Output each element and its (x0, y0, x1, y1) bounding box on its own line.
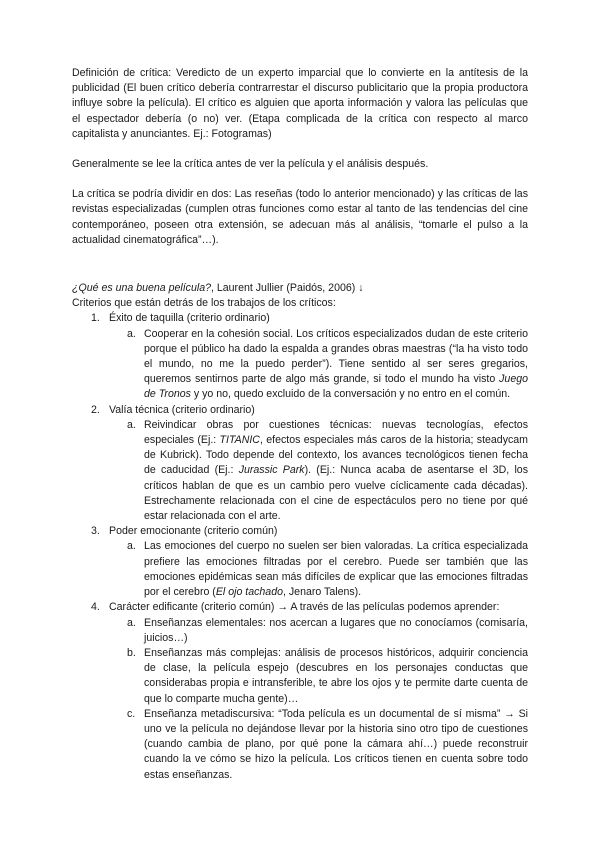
text-run: , Jenaro Talens). (283, 586, 362, 599)
sub-item-letter: a. (127, 616, 136, 629)
text-run: Reivindicar obras por cuestiones técnicas: nuevas tecnologías, efectos especiales (Ej.: (144, 418, 528, 447)
sub-list (109, 327, 528, 403)
criteria-list (72, 311, 528, 782)
criterion-number: 2. (91, 403, 100, 416)
sub-item-text: Enseñanza metadiscursiva: “Toda película es un documental de sí misma” → Si uno ve la película no dejándose llevar por la historia sino otro tipo de cuestiones (cuando cambia de plano, por qué pone la cámara ahí…) puede reconstruir cuando la ve cómo se hizo la película. Los críticos tienen en cuenta sobre todo estas enseñanzas. (144, 707, 528, 781)
sub-item (127, 327, 528, 403)
book-title: ¿Qué es una buena película? (72, 282, 211, 295)
criterion-title: Carácter edificante (criterio común) → A través de las películas podemos aprender: (109, 601, 500, 614)
sub-item-letter: b. (127, 646, 136, 659)
sub-item (127, 616, 528, 646)
sub-item-letter: a. (127, 540, 136, 553)
sub-list (109, 616, 528, 783)
criterion-title: Poder emocionante (criterio común) (109, 525, 278, 538)
criterion-number: 4. (91, 601, 100, 614)
sub-item-text (144, 418, 528, 524)
text-run: , efectos especiales más caros de la historia; steadycam de Kubrick). Todo depende del contexto, los avances tecnológicos tienen fecha de caducidad (Ej.: (144, 434, 528, 477)
sub-item-text: Enseñanzas más complejas: análisis de procesos históricos, adquirir conciencia de clase, la película espejo (descubres en los personajes conductas que considerabas propia e intransferible, te abre los ojos y te permite darte cuenta de que lo comparte mucha gente)… (144, 646, 528, 705)
criterion-title: Éxito de taquilla (criterio ordinario) (109, 312, 270, 325)
criteria-intro: Criterios que están detrás de los trabajos de los críticos: (72, 297, 336, 310)
criterion-title: Valía técnica (criterio ordinario) (109, 403, 255, 416)
sub-list (109, 418, 528, 524)
text-run: Cooperar en la cohesión social. Los críticos especializados dudan de este criterio porque el público ha dado la espalda a grandes obras maestras (“la ha visto todo el mundo, no me la puedo perder”). Tiene sentido al ser seres gregarios, queremos sentirnos parte de algo más grande, si todo el mundo ha visto (144, 327, 528, 386)
sub-item-letter: c. (127, 707, 136, 720)
sub-item-text (144, 539, 528, 600)
criterion-item (91, 524, 528, 600)
sub-item (127, 707, 528, 783)
book-reference (72, 281, 528, 296)
book-reference-details: , Laurent Jullier (Paidós, 2006) ↓ (211, 282, 364, 295)
sub-item-letter: a. (127, 327, 136, 340)
criterion-item (91, 403, 528, 525)
criterion-item (91, 600, 528, 782)
reading-order-paragraph: Generalmente se lee la crítica antes de ver la película y el análisis después. (72, 158, 429, 171)
criterion-number: 1. (91, 312, 100, 325)
italic-title: Jurassic Park (238, 464, 305, 477)
text-run: ). (Ej.: Nunca acaba de asentarse el 3D, los críticos hablan de que es un cambio pero vuelve cíclicamente cada décadas). Estrechamente relacionada con el cine de espectáculos pero no tiene por qué estar relacionada con el arte. (144, 464, 528, 523)
italic-title: El ojo tachado (215, 586, 283, 599)
sub-list (109, 539, 528, 600)
sub-item (127, 646, 528, 707)
italic-title: TITANIC (219, 434, 260, 447)
sub-item (127, 418, 528, 524)
sub-item-text (144, 327, 528, 403)
italic-title: Juego de Tronos (144, 373, 528, 401)
definition-paragraph: Definición de crítica: Veredicto de un experto imparcial que lo convierte en la antítesis de la publicidad (El buen crítico debería contrarrestar el discurso publicitario que la propia productora influye sobre la película). El crítico es alguien que aporta información y valora las películas que el espectador debería (o no) ver. (Etapa complicada de la crítica con respecto al marco capitalista y anunciantes. Ej.: Fotogramas) (72, 67, 528, 140)
sub-item-text: Enseñanzas elementales: nos acercan a lugares que no conocíamos (comisaría, juicios…) (144, 616, 528, 644)
text-run: Las emociones del cuerpo no suelen ser bien valoradas. La crítica especializada prefiere las emociones filtradas por el cerebro. Puede ser también que las emociones epidémicas sean más difíciles de explicar que las emociones filtradas por el cerebro ( (144, 540, 528, 599)
text-run: y yo no, quedo excluido de la conversación y no entro en el común. (190, 388, 511, 401)
sub-item (127, 539, 528, 600)
criterion-number: 3. (91, 525, 100, 538)
critique-types-paragraph: La crítica se podría dividir en dos: Las reseñas (todo lo anterior mencionado) y las críticas de las revistas especializadas (cumplen otras funciones como estar al tanto de las tendencias del cine contemporáneo, poseen otra extensión, se adecuan más al análisis, “tomarle el pulso a la actualidad cinematográfica”…). (72, 188, 528, 246)
sub-item-letter: a. (127, 418, 136, 431)
criterion-item (91, 311, 528, 402)
spacer (72, 248, 528, 263)
